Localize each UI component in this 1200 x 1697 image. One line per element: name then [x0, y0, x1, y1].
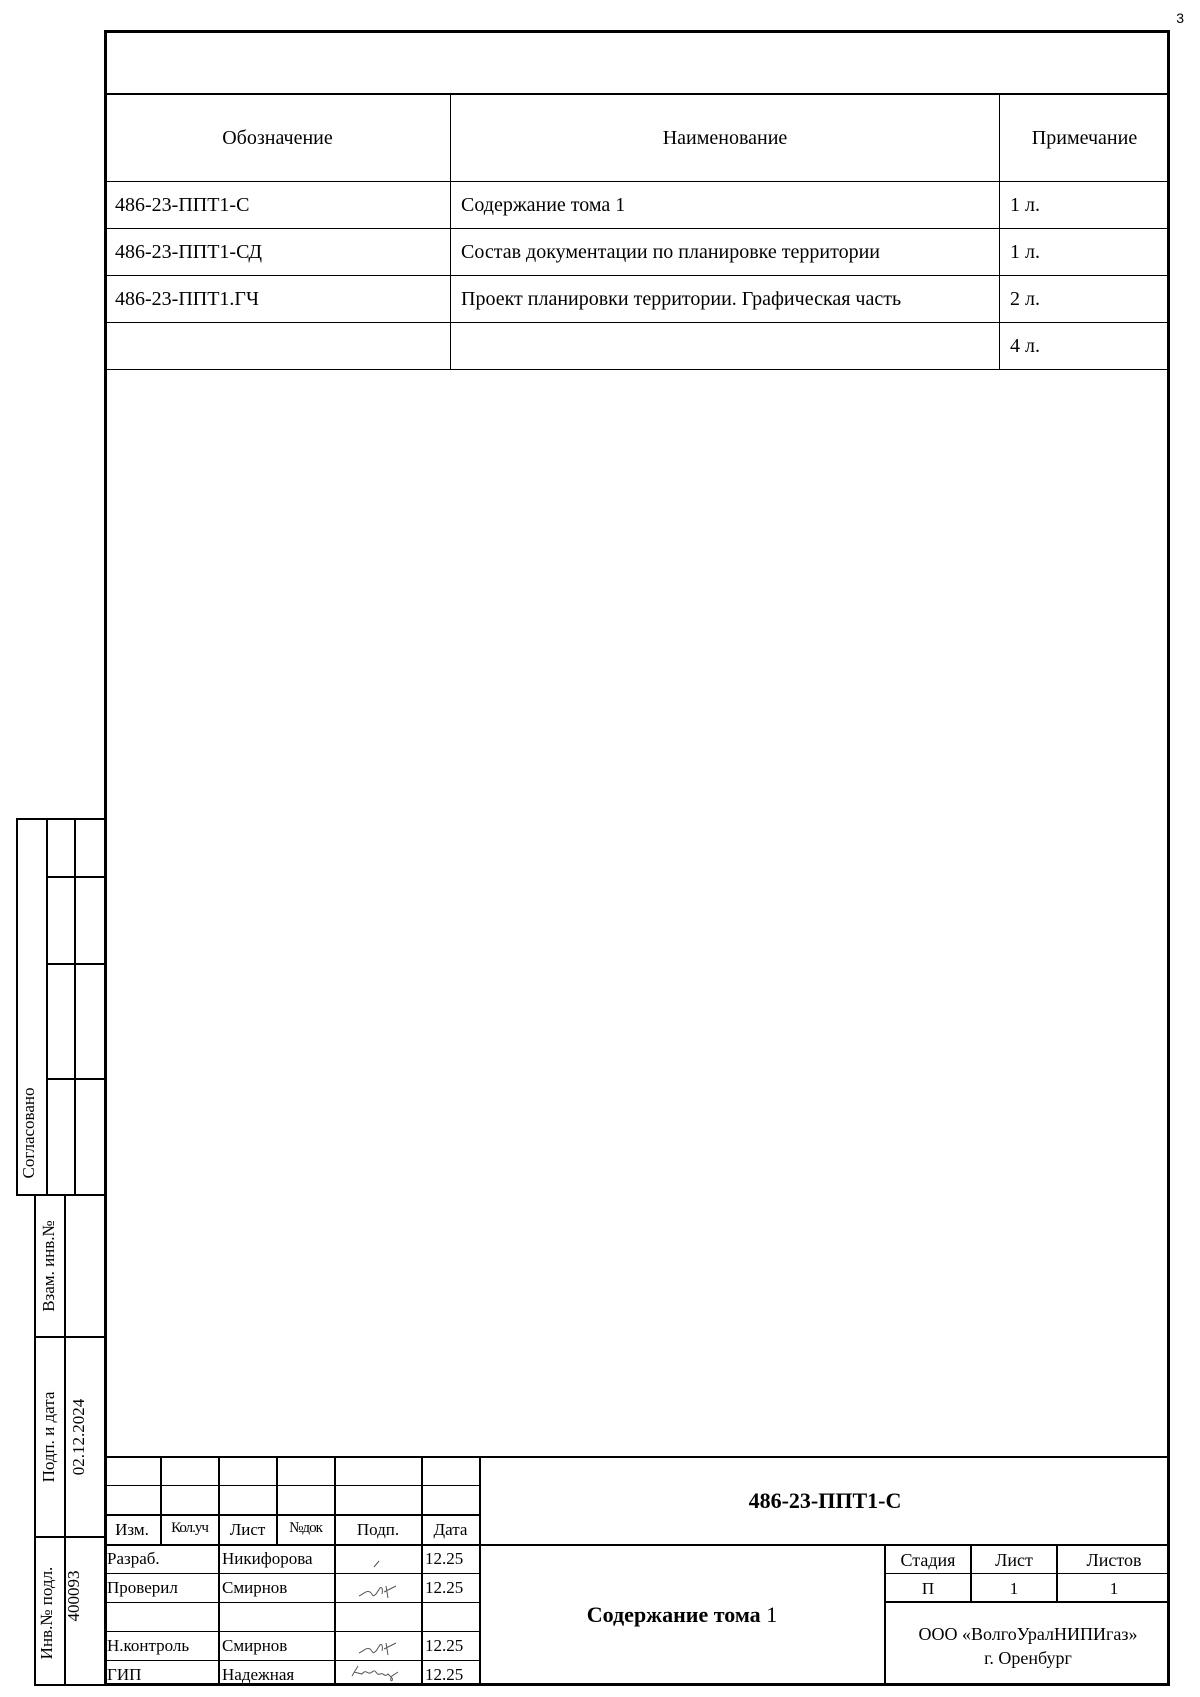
org-name: ООО «ВолгоУралНИПИгаз»	[918, 1624, 1138, 1644]
table-row	[105, 182, 1170, 229]
name-proveril: Смирнов	[222, 1578, 288, 1597]
signature-proveril	[356, 1580, 400, 1602]
page-number: 3	[1176, 10, 1184, 26]
role-gip: ГИП	[107, 1665, 142, 1684]
row-note: 1 л.	[1000, 229, 1170, 276]
contents-header-row	[105, 94, 1170, 182]
tb-h-2	[104, 1514, 480, 1516]
tb-h-6	[104, 1660, 480, 1661]
agreed-hline-2	[46, 963, 104, 965]
podp-data-label: Подп. и дата	[39, 1391, 58, 1483]
date-proveril: 12.25	[425, 1578, 464, 1597]
podp-data-divider	[64, 1336, 66, 1538]
row-name: Проект планировки территории. Графическая часть	[451, 276, 1000, 323]
row-note: 1 л.	[1000, 182, 1170, 229]
row-designation: 486-23-ППТ1.ГЧ	[105, 276, 451, 323]
col-izm: Изм.	[115, 1520, 149, 1539]
sheets-value: 1	[1109, 1579, 1119, 1598]
tb-h-3	[104, 1573, 480, 1574]
name-gip: Надежная	[222, 1665, 295, 1684]
inv-podl-label: Инв.№ подл.	[37, 1566, 56, 1660]
row-designation: 486-23-ППТ1-СД	[105, 229, 451, 276]
vzam-inv-divider	[64, 1194, 66, 1338]
document-title-number: 1	[766, 1602, 778, 1627]
tb-v-koluch	[218, 1456, 220, 1686]
col-ndok: №док	[289, 1520, 322, 1536]
name-nkontrol: Смирнов	[222, 1636, 288, 1655]
row-name: Содержание тома 1	[451, 182, 1000, 229]
title-block-mid-line	[104, 1544, 1170, 1546]
table-row	[105, 276, 1170, 323]
table-row	[105, 323, 1170, 370]
tb-h-org	[884, 1601, 1170, 1603]
row-designation: 486-23-ППТ1-С	[105, 182, 451, 229]
sheets-label: Листов	[1086, 1550, 1142, 1570]
role-proveril: Проверил	[107, 1578, 178, 1597]
agreed-divider-1	[46, 818, 48, 1196]
tb-v-podp	[421, 1456, 423, 1686]
sheet-label: Лист	[995, 1550, 1033, 1570]
contents-table	[104, 93, 1170, 370]
vzam-inv-label: Взам. инв.№	[39, 1220, 58, 1312]
tb-h-5	[104, 1631, 480, 1632]
signature-nkontrol	[356, 1637, 400, 1659]
table-row	[105, 229, 1170, 276]
header-name: Наименование	[451, 94, 1000, 182]
org-city: г. Оренбург	[984, 1648, 1072, 1668]
role-nkontrol: Н.контроль	[107, 1636, 190, 1655]
tb-h-stage	[884, 1573, 1170, 1574]
role-razrab: Разраб.	[107, 1549, 160, 1568]
date-nkontrol: 12.25	[425, 1636, 464, 1655]
row-name	[451, 323, 1000, 370]
row-note: 2 л.	[1000, 276, 1170, 323]
col-data: Дата	[433, 1520, 468, 1539]
tb-v-ndok	[334, 1456, 336, 1686]
col-list: Лист	[229, 1520, 266, 1539]
tb-h-4	[104, 1602, 480, 1603]
signature-gip	[348, 1662, 408, 1684]
document-title-text: Содержание тома	[586, 1602, 761, 1627]
tb-h-1	[104, 1485, 480, 1486]
agreed-divider-2	[74, 818, 76, 1196]
podp-data-value: 02.12.2024	[69, 1398, 88, 1476]
header-note: Примечание	[1000, 94, 1170, 182]
row-name: Состав документации по планировке территории	[451, 229, 1000, 276]
date-razrab: 12.25	[425, 1549, 464, 1568]
name-razrab: Никифорова	[222, 1549, 313, 1568]
inv-podl-value: 400093	[64, 1570, 83, 1622]
agreed-hline-3	[46, 1078, 104, 1080]
stage-label: Стадия	[900, 1550, 956, 1570]
stage-value: П	[921, 1579, 935, 1598]
sheet-value: 1	[1009, 1579, 1019, 1598]
header-designation: Обозначение	[105, 94, 451, 182]
title-block-top-line	[104, 1456, 1170, 1458]
row-note: 4 л.	[1000, 323, 1170, 370]
document-designation: 486-23-ППТ1-С	[748, 1488, 902, 1513]
col-podp: Подп.	[356, 1520, 400, 1539]
date-gip: 12.25	[425, 1665, 464, 1684]
agreed-hline-1	[46, 876, 104, 878]
signature-razrab	[370, 1553, 390, 1571]
document-title	[480, 1604, 884, 1626]
col-koluch: Кол.уч	[171, 1520, 208, 1536]
row-designation	[105, 323, 451, 370]
agreed-label: Согласовано	[19, 1087, 38, 1179]
